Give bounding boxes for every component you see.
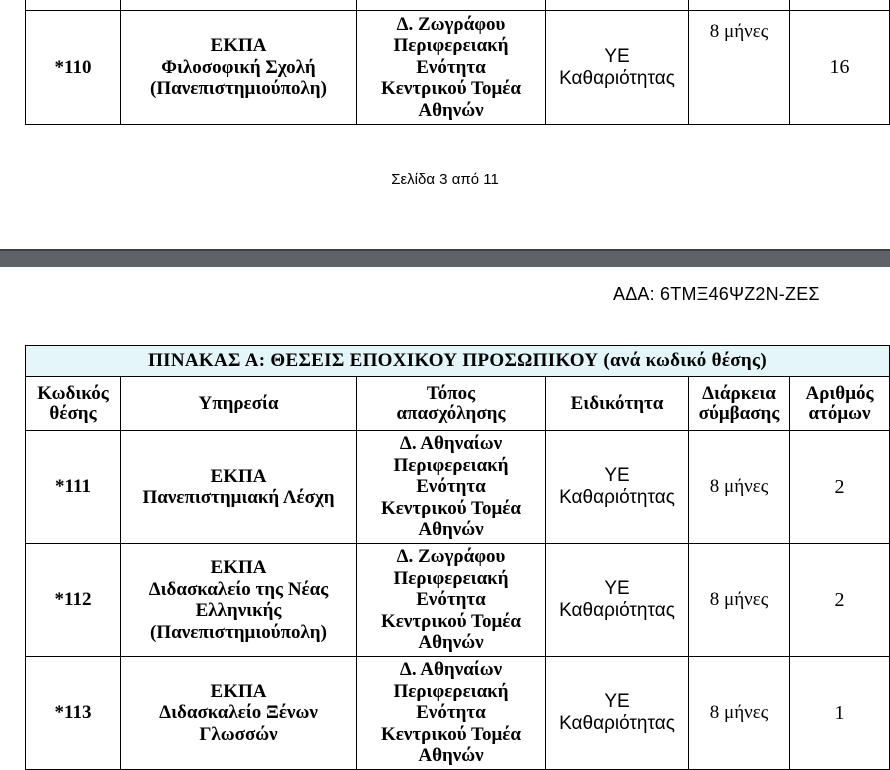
specialty-cell: ΥΕ Καθαριότητας (546, 11, 689, 125)
duration-cell: 8 μήνες (689, 11, 790, 125)
count-cell: 1 (790, 657, 890, 770)
specialty-cell: ΥΕ Καθαριότητας (546, 431, 689, 544)
count-cell: 16 (790, 11, 890, 125)
table-row (26, 431, 890, 544)
table-row (26, 544, 890, 657)
position-code: *113 (26, 657, 121, 770)
current-page (0, 267, 890, 767)
specialty-cell: ΥΕ Καθαριότητας (546, 544, 689, 657)
location-cell: Δ. Ζωγράφου Περιφερειακή Ενότητα Κεντρικού Τομέα Αθηνών (357, 11, 546, 125)
header-row (26, 377, 890, 431)
header-duration: Διάρκεια σύμβασης (689, 377, 790, 431)
specialty-cell: ΥΕ Καθαριότητας (546, 657, 689, 770)
page-footer: Σελίδα 3 από 11 (391, 171, 499, 188)
positions-table (25, 345, 890, 770)
location-cell: Δ. Ζωγράφου Περιφερειακή Ενότητα Κεντρικού Τομέα Αθηνών (357, 544, 546, 657)
duration-cell: 8 μήνες (689, 544, 790, 657)
count-cell: 2 (790, 431, 890, 544)
position-code: *112 (26, 544, 121, 657)
location-cell: Δ. Αθηναίων Περιφερειακή Ενότητα Κεντρικού Τομέα Αθηνών (357, 657, 546, 770)
page-separator (0, 249, 890, 267)
duration-cell: 8 μήνες (689, 431, 790, 544)
service-cell: ΕΚΠΑ Πανεπιστημιακή Λέσχη (121, 431, 357, 544)
position-code: *111 (26, 431, 121, 544)
service-cell: ΕΚΠΑ Διδασκαλείο Ξένων Γλωσσών (121, 657, 357, 770)
header-specialty: Ειδικότητα (546, 377, 689, 431)
table-row (26, 657, 890, 770)
position-code: *110 (26, 11, 121, 125)
table-title: ΠΙΝΑΚΑΣ Α: ΘΕΣΕΙΣ ΕΠΟΧΙΚΟΥ ΠΡΟΣΩΠΙΚΟΥ (ανά κωδικό θέσης) (26, 346, 890, 377)
ada-code: ΑΔΑ: 6ΤΜΞ46ΨΖ2Ν-ΖΕΣ (613, 284, 820, 304)
header-code: Κωδικός θέσης (26, 377, 121, 431)
clipped-row (26, 0, 890, 11)
count-cell: 2 (790, 544, 890, 657)
header-service: Υπηρεσία (121, 377, 357, 431)
service-cell: ΕΚΠΑ Φιλοσοφική Σχολή (Πανεπιστημιούπολη) (121, 11, 357, 125)
table-row (26, 11, 890, 125)
table-continuation (25, 0, 890, 125)
header-count: Αριθμός ατόμων (790, 377, 890, 431)
duration-cell: 8 μήνες (689, 657, 790, 770)
service-cell: ΕΚΠΑ Διδασκαλείο της Νέας Ελληνικής (Πανεπιστημιούπολη) (121, 544, 357, 657)
location-cell: Δ. Αθηναίων Περιφερειακή Ενότητα Κεντρικού Τομέα Αθηνών (357, 431, 546, 544)
header-location: Τόπος απασχόλησης (357, 377, 546, 431)
previous-page (0, 0, 890, 249)
